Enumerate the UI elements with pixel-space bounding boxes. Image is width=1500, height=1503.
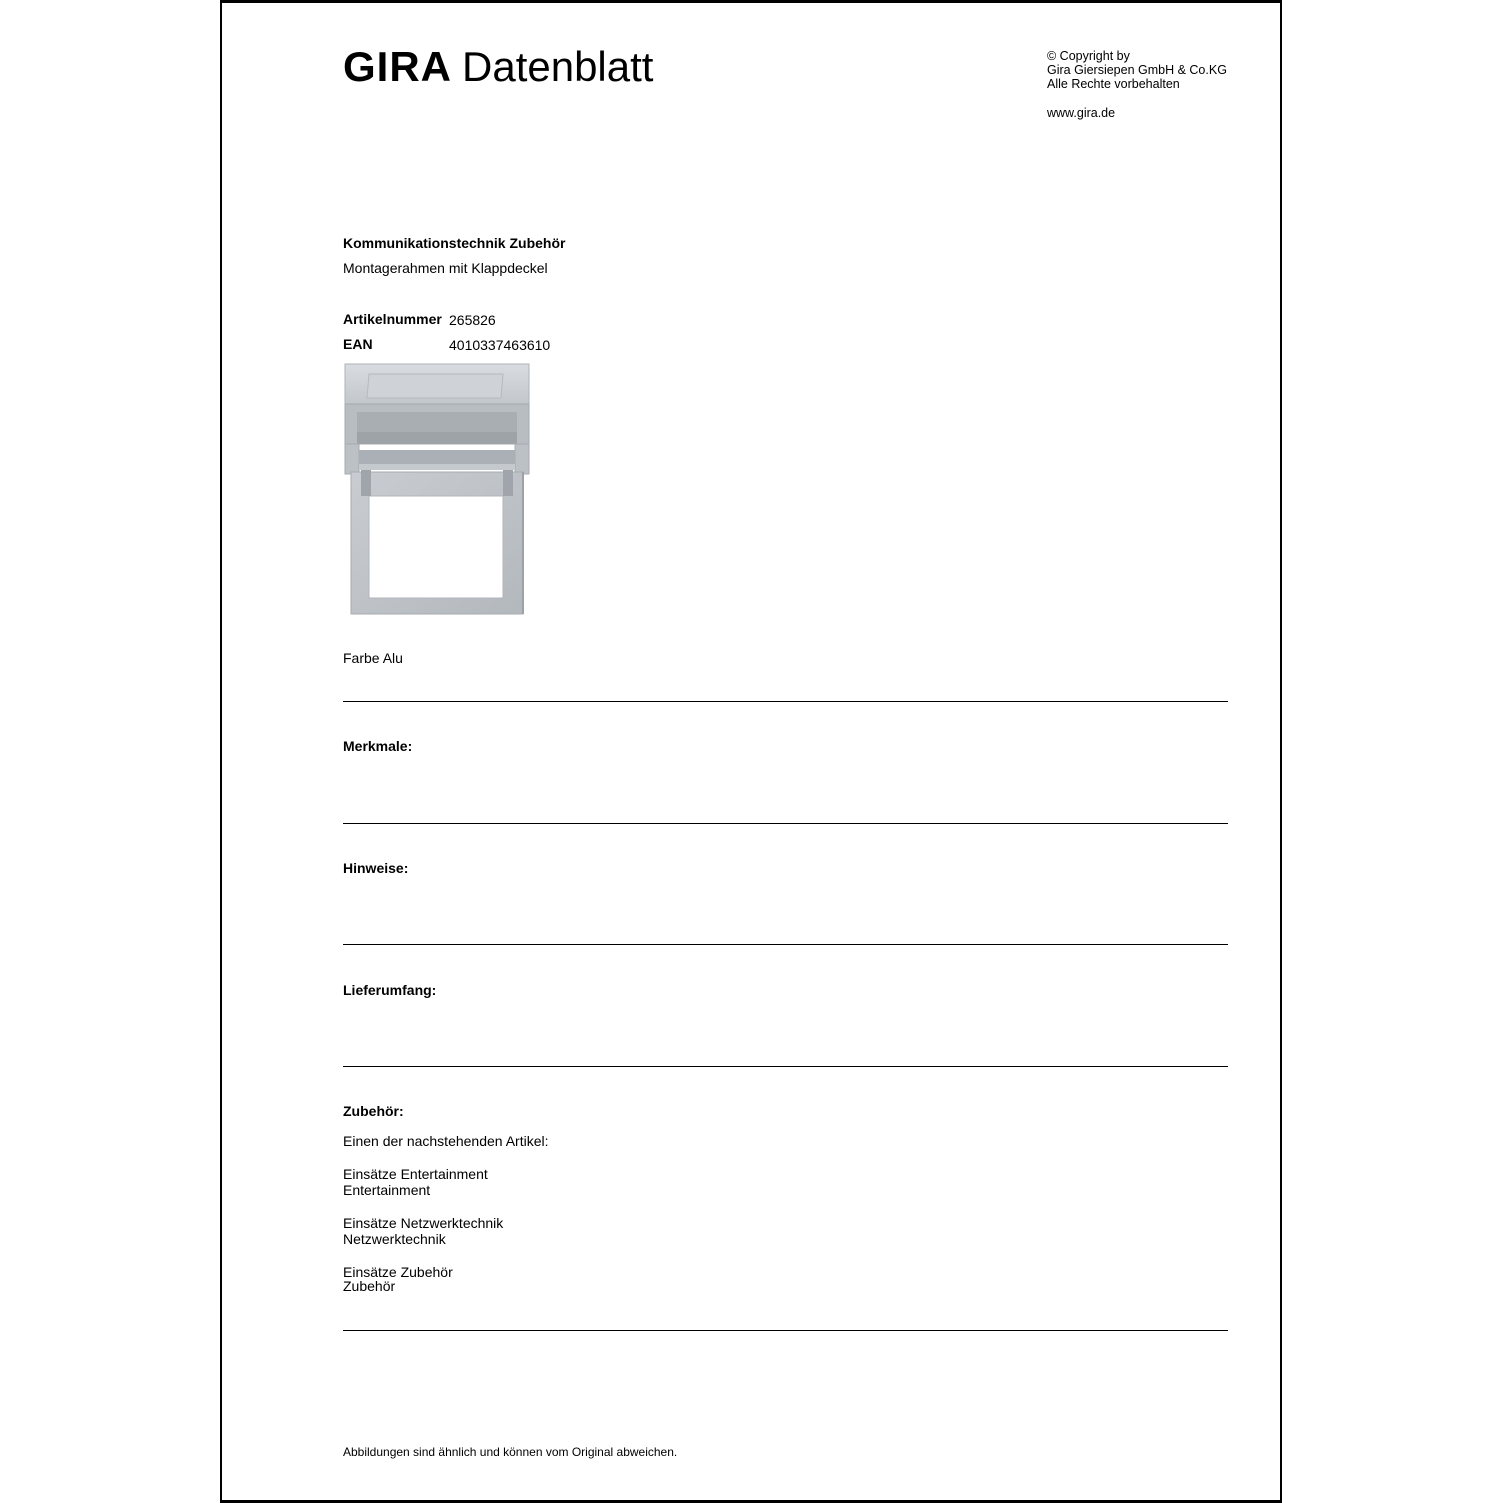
accessory-item-subtitle: Netzwerktechnik (343, 1231, 446, 1247)
product-category: Kommunikationstechnik Zubehör (343, 235, 566, 251)
notes-heading: Hinweise: (343, 860, 409, 876)
divider (343, 823, 1228, 824)
ean-value: 4010337463610 (449, 337, 551, 353)
product-name: Montagerahmen mit Klappdeckel (343, 260, 548, 276)
gira-logo (343, 42, 653, 92)
copyright-line-2: Gira Giersiepen GmbH & Co.KG (1047, 63, 1227, 77)
delivery-heading: Lieferumfang: (343, 982, 437, 998)
accessory-item-netzwerktechnik (343, 1215, 503, 1247)
article-number-value: 265826 (449, 312, 496, 328)
accessory-item-subtitle: Zubehör (343, 1278, 396, 1294)
website-link[interactable]: www.gira.de (1047, 106, 1116, 120)
product-image (343, 362, 533, 616)
accessory-item-title: Einsätze Netzwerktechnik (343, 1215, 504, 1231)
copyright-line-1: © Copyright by (1047, 49, 1130, 63)
accessory-item-title: Einsätze Zubehör (343, 1264, 453, 1280)
accessory-item-zubehoer (343, 1264, 453, 1294)
article-number-label: Artikelnummer (343, 311, 442, 327)
divider (343, 1330, 1228, 1331)
copyright-block (1047, 49, 1227, 91)
accessories-intro: Einen der nachstehenden Artikel: (343, 1133, 549, 1149)
copyright-line-3: Alle Rechte vorbehalten (1047, 77, 1180, 91)
accessories-heading: Zubehör: (343, 1103, 404, 1119)
ean-label: EAN (343, 336, 373, 352)
brand-name: GIRA (343, 43, 452, 90)
product-color: Farbe Alu (343, 650, 403, 666)
accessory-item-entertainment (343, 1166, 488, 1198)
divider (343, 701, 1228, 702)
accessory-item-title: Einsätze Entertainment (343, 1166, 488, 1182)
divider (343, 1066, 1228, 1067)
frame-with-hinged-cover-image (343, 362, 533, 616)
footer-disclaimer: Abbildungen sind ähnlich und können vom Original abweichen. (343, 1445, 678, 1459)
features-heading: Merkmale: (343, 738, 413, 754)
accessory-item-subtitle: Entertainment (343, 1182, 431, 1198)
document-type: Datenblatt (462, 43, 654, 90)
divider (343, 944, 1228, 945)
